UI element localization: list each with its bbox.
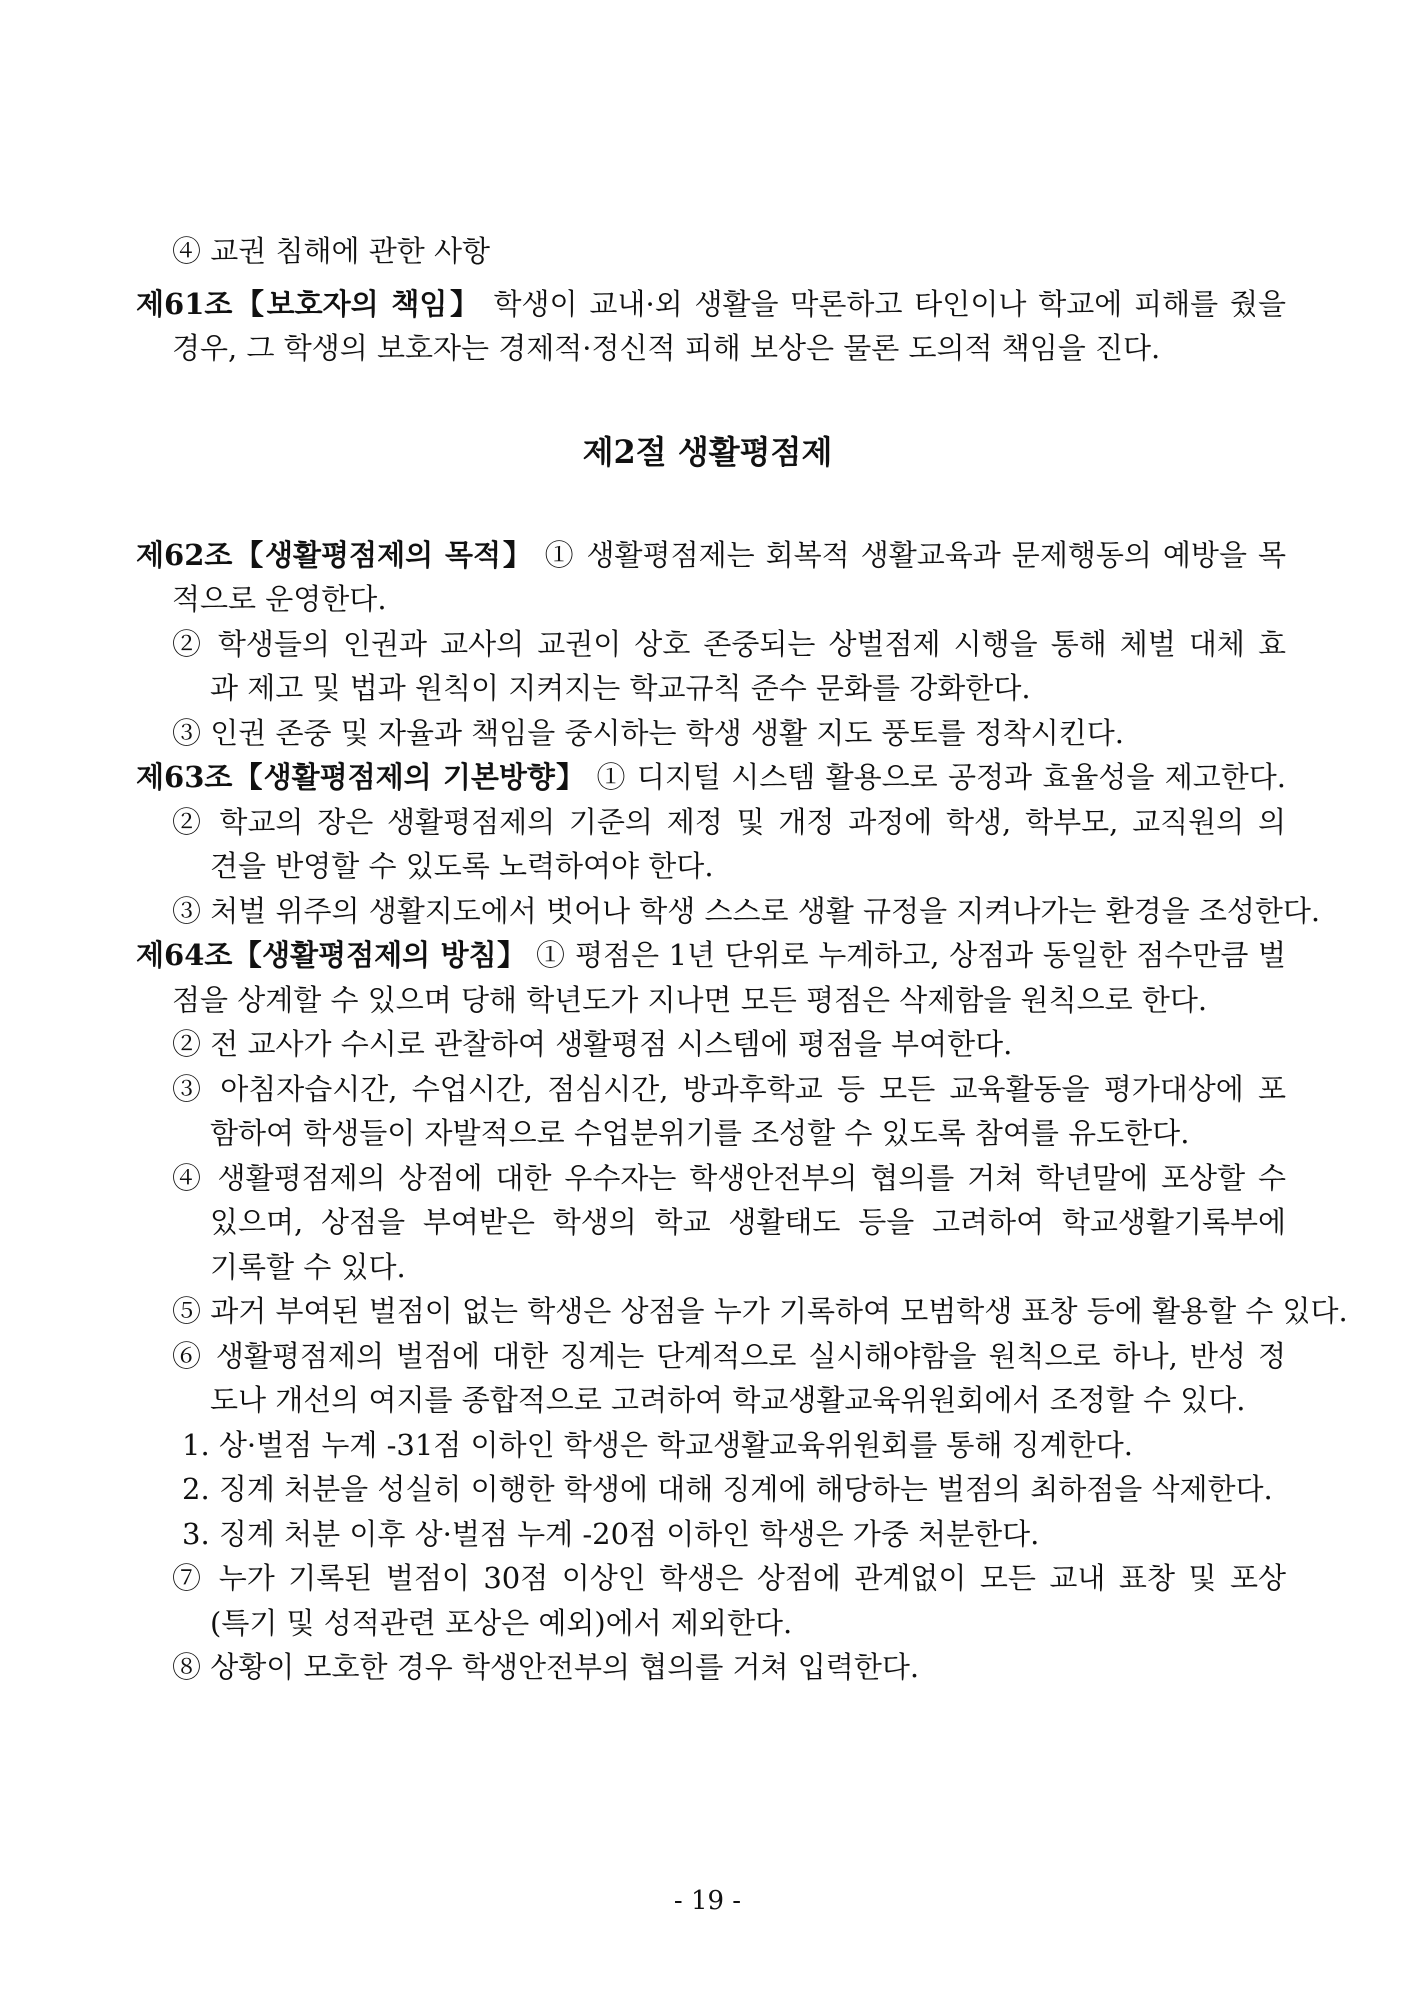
item-line: ⑥ 생활평점제의 벌점에 대한 징계는 단계적으로 실시해야함을 원칙으로 하나, 반성 정 [172,1339,1286,1373]
article-heading: 제63조【생활평점제의 기본방향】 [136,760,587,794]
article-heading: 제64조【생활평점제의 방침】 [136,938,527,972]
sub-item-line: 2. 징계 처분을 성실히 이행한 학생에 대해 징계에 해당하는 벌점의 최하점을 삭제한다. [182,1472,1273,1506]
continuation-line: 과 제고 및 법과 원칙이 지켜지는 학교규칙 준수 문화를 강화한다. [210,671,1031,705]
item-line: ② 전 교사가 수시로 관찰하여 생활평점 시스템에 평점을 부여한다. [172,1027,1013,1061]
continuation-line: 점을 상계할 수 있으며 당해 학년도가 지나면 모든 평점은 삭제함을 원칙으로 한다. [172,983,1208,1017]
item-line: ③ 아침자습시간, 수업시간, 점심시간, 방과후학교 등 모든 교육활동을 평가대상에 포 [172,1072,1286,1106]
article-63-line: 제63조【생활평점제의 기본방향】 ① 디지털 시스템 활용으로 공정과 효율성을 제고한다. [136,760,1286,794]
item-line: ③ 처벌 위주의 생활지도에서 벗어나 학생 스스로 생활 규정을 지켜나가는 환경을 조성한다. [172,894,1321,928]
item-line: ④ 교권 침해에 관한 사항 [172,234,490,268]
article-61-line: 제61조【보호자의 책임】 학생이 교내·외 생활을 막론하고 타인이나 학교에 피해를 줬을 [136,287,1286,321]
continuation-line: (특기 및 성적관련 포상은 예외)에서 제외한다. [210,1606,793,1640]
continuation-line: 적으로 운영한다. [172,582,387,616]
article-heading: 제61조【보호자의 책임】 [136,287,482,321]
article-62-line: 제62조【생활평점제의 목적】 ① 생활평점제는 회복적 생활교육과 문제행동의 예방을 목 [136,538,1286,572]
sub-item-line: 3. 징계 처분 이후 상·벌점 누계 -20점 이하인 학생은 가중 처분한다. [182,1517,1040,1551]
continuation-line: 도나 개선의 여지를 종합적으로 고려하여 학교생활교육위원회에서 조정할 수 있다. [210,1383,1246,1417]
continuation-line: 경우, 그 학생의 보호자는 경제적·정신적 피해 보상은 물론 도의적 책임을 진다. [172,331,1161,365]
continuation-line: 견을 반영할 수 있도록 노력하여야 한다. [210,849,714,883]
item-line: ⑦ 누가 기록된 벌점이 30점 이상인 학생은 상점에 관계없이 모든 교내 표창 및 포상 [172,1561,1286,1595]
item-line: ③ 인권 존중 및 자율과 책임을 중시하는 학생 생활 지도 풍토를 정착시킨다. [172,716,1125,750]
item-line: ② 학교의 장은 생활평점제의 기준의 제정 및 개정 과정에 학생, 학부모, 교직원의 의 [172,805,1286,839]
item-line: ② 학생들의 인권과 교사의 교권이 상호 존중되는 상벌점제 시행을 통해 체벌 대체 효 [172,627,1286,661]
continuation-line: 있으며, 상점을 부여받은 학생의 학교 생활태도 등을 고려하여 학교생활기록부에 [210,1205,1286,1239]
page-number: - 19 - [673,1886,742,1916]
item-line: ⑧ 상황이 모호한 경우 학생안전부의 협의를 거쳐 입력한다. [172,1650,920,1684]
continuation-line: 기록할 수 있다. [210,1250,406,1284]
section-title: 제2절 생활평점제 [582,433,833,471]
item-line: ⑤ 과거 부여된 벌점이 없는 학생은 상점을 누가 기록하여 모범학생 표창 등에 활용할 수 있다. [172,1294,1348,1328]
item-line: ④ 생활평점제의 상점에 대한 우수자는 학생안전부의 협의를 거쳐 학년말에 포상할 수 [172,1161,1286,1195]
sub-item-line: 1. 상·벌점 누계 -31점 이하인 학생은 학교생활교육위원회를 통해 징계한다. [182,1428,1133,1462]
continuation-line: 함하여 학생들이 자발적으로 수업분위기를 조성할 수 있도록 참여를 유도한다. [210,1116,1190,1150]
article-64-line: 제64조【생활평점제의 방침】 ① 평점은 1년 단위로 누계하고, 상점과 동일한 점수만큼 벌 [136,938,1286,972]
article-heading: 제62조【생활평점제의 목적】 [136,538,534,572]
